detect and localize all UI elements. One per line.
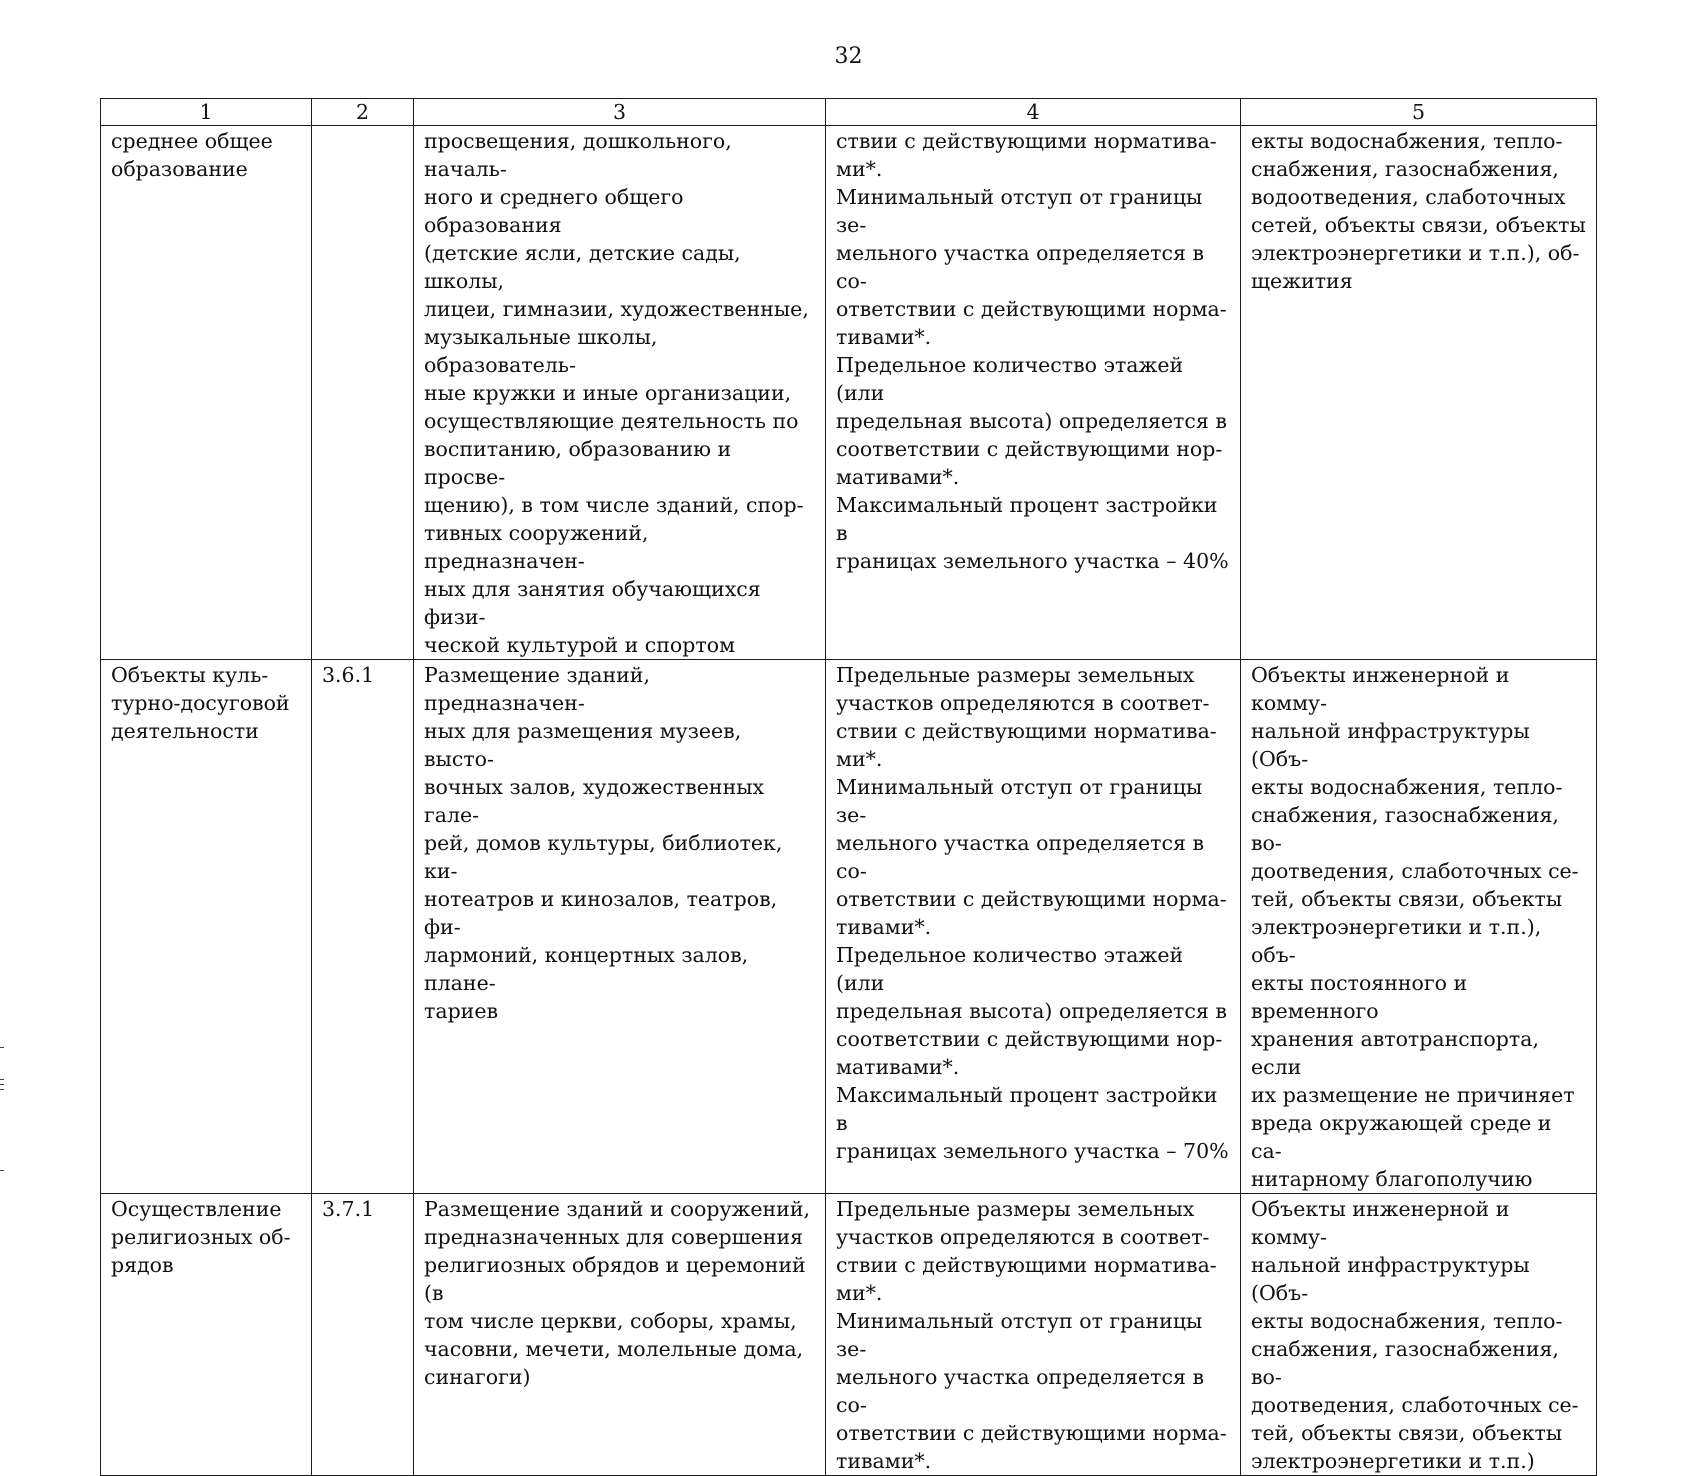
column-header-2: 2 — [312, 99, 414, 126]
column-header-5: 5 — [1241, 99, 1597, 126]
table-row — [101, 126, 1597, 660]
description-cell: Размещение зданий и сооружений, предназначенных для совершения религиозных обрядов и церемоний (в том числе церкви, соборы, храмы, часовни, мечети, молельные дома, синагоги) — [414, 1194, 826, 1476]
parameters-cell: ствии с действующими нормативa- ми*. Минимальный отступ от границы зе- мельного участка определяется в со- ответствии с действующими норма- тивами*. Предельное количество этажей (или предельная высота) определяется в соответствии с действующими нор- мативами*. Максимальный процент застройки в границах земельного участка – 40% — [826, 126, 1241, 660]
auxiliary-uses-cell: Объекты инженерной и комму- нальной инфраструктуры (Объ- екты водоснабжения, тепло- снабжения, газоснабжения, во- доотведения, слаботочных се- тей, объекты связи, объекты электроэнергетики и т.п.), объ- екты постоянного и временного хранения автотранспорта, если их размещение не причиняет вреда окружающей среде и са- нитарному благополучию — [1241, 660, 1597, 1194]
column-header-1: 1 — [101, 99, 312, 126]
parameters-cell: Предельные размеры земельных участков определяются в соответ- ствии с действующими нормативa- ми*. Минимальный отступ от границы зе- мельного участка определяется в со- ответствии с действующими норма- тивами*. Предельное количество этажей (или предельная высота) определяется в соответствии с действующими нор- мативами*. Максимальный процент застройки в границах земельного участка – 70% — [826, 660, 1241, 1194]
scan-margin-mark — [0, 1079, 4, 1080]
scan-margin-mark — [0, 1170, 4, 1171]
scan-margin-mark — [0, 1089, 4, 1090]
code-cell: 3.6.1 — [312, 660, 414, 1194]
description-cell: Размещение зданий, предназначен- ных для размещения музеев, высто- вочных залов, художественных гале- рей, домов культуры, библиотек, ки- нотеатров и кинозалов, театров, фи- лармоний, концертных залов, плане- тариев — [414, 660, 826, 1194]
table-header-row — [101, 99, 1597, 126]
scan-margin-mark — [0, 1084, 4, 1085]
page-number: 32 — [834, 44, 863, 69]
table-row — [101, 660, 1597, 1194]
parameters-cell: Предельные размеры земельных участков определяются в соответ- ствии с действующими нормативa- ми*. Минимальный отступ от границы зе- мельного участка определяется в со- ответствии с действующими норма- тивами*. — [826, 1194, 1241, 1476]
use-type-cell: Осуществление религиозных об- рядов — [101, 1194, 312, 1476]
code-cell: 3.7.1 — [312, 1194, 414, 1476]
column-header-3: 3 — [414, 99, 826, 126]
auxiliary-uses-cell: Объекты инженерной и комму- нальной инфраструктуры (Объ- екты водоснабжения, тепло- снабжения, газоснабжения, во- доотведения, слаботочных се- тей, объекты связи, объекты электроэнергетики и т.п.) — [1241, 1194, 1597, 1476]
use-type-cell: среднее общее образование — [101, 126, 312, 660]
table-row — [101, 1194, 1597, 1476]
column-header-4: 4 — [826, 99, 1241, 126]
land-use-table — [100, 98, 1597, 1476]
auxiliary-uses-cell: екты водоснабжения, тепло- снабжения, газоснабжения, водоотведения, слаботочных сетей, объекты связи, объекты электроэнергетики и т.п.), об- щежития — [1241, 126, 1597, 660]
use-type-cell: Объекты куль- турно-досуговой деятельности — [101, 660, 312, 1194]
scan-margin-mark — [0, 1047, 4, 1048]
description-cell: просвещения, дошкольного, началь- ного и среднего общего образования (детские ясли, детские сады, школы, лицеи, гимназии, художественные, музыкальные школы, образователь- ные кружки и иные организации, осуществляющие деятельность по воспитанию, образованию и просве- щению), в том числе зданий, спор- тивных сооружений, предназначен- ных для занятия обучающихся физи- ческой культурой и спортом — [414, 126, 826, 660]
code-cell — [312, 126, 414, 660]
